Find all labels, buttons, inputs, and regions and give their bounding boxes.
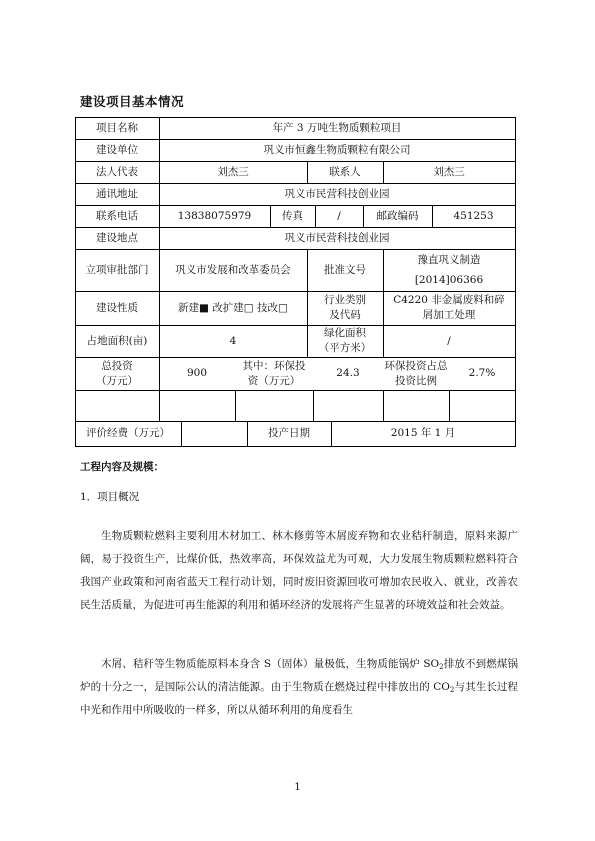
- contact-value: 刘杰三: [433, 165, 465, 178]
- env-invest-label: [235, 357, 313, 390]
- approval-no-value: [383, 249, 515, 291]
- total-invest-label-line1: 总投资: [101, 359, 133, 372]
- green-area-value: /: [447, 334, 451, 347]
- rule: [75, 446, 516, 447]
- env-ratio-label-line1: 环保投资占总: [384, 359, 448, 372]
- para2-part-a: 木屑、秸秆等生物质能原料本身含 S（固体）量极低，生物质能锅炉 SO: [101, 658, 440, 670]
- industry-label-line1: 行业类别: [324, 294, 366, 306]
- total-invest-label: [75, 357, 159, 390]
- rule: [235, 390, 236, 421]
- nature-label: 建设性质: [96, 301, 138, 314]
- para2-part-b: 排放不到燃煤锅炉的十分之一，是国际公认的清洁能源。由于生物质在燃烧过程中排放出的 CO: [80, 658, 518, 693]
- green-area-label: [307, 325, 383, 357]
- green-area-label-line1: 绿化面积: [324, 327, 366, 339]
- paragraph-2: [80, 653, 518, 722]
- rule: [383, 390, 384, 421]
- builder-value: 巩义市恒鑫生物质颗粒有限公司: [263, 143, 411, 156]
- industry-label: [307, 291, 383, 325]
- eval-fee-label: 评价经费（万元）: [86, 427, 170, 439]
- rule: [449, 390, 450, 421]
- start-date-value: 2015 年 1 月: [390, 427, 456, 439]
- industry-label-line2: 及代码: [329, 309, 361, 321]
- start-date-label: 投产日期: [268, 427, 310, 439]
- eval-fee-value: [181, 421, 247, 446]
- green-area-label-line2: （平方米）: [318, 342, 372, 354]
- fax-label: 传真: [282, 209, 303, 222]
- project-info-table: [75, 117, 516, 447]
- page-title: 建设项目基本情况: [80, 94, 185, 109]
- env-ratio-label-line2: 投资比例: [395, 374, 437, 387]
- para2-part-c: 与其生长过程中光和作用中所吸收的一样多，所以从循环利用的角度看生: [80, 681, 518, 716]
- approval-dept-value: 巩义市发展和改革委员会: [175, 263, 291, 276]
- env-invest-label-line1: 其中：环保投: [242, 359, 306, 372]
- para2-sub-1: 2: [439, 663, 444, 671]
- address-value: 巩义市民营科技创业园: [284, 187, 390, 200]
- para2-sub-2: 2: [449, 686, 455, 694]
- area-value: 4: [229, 334, 237, 347]
- env-invest-label-line2: 资（万元）: [247, 374, 301, 387]
- rule: [515, 117, 516, 447]
- legal-rep-label: 法人代表: [96, 165, 138, 178]
- section-heading: 1．项目概况: [80, 491, 140, 503]
- approval-no-label: 批准文号: [324, 263, 366, 276]
- page-number: 1: [294, 782, 301, 793]
- approval-no-line2: [2014]06366: [414, 274, 484, 286]
- phone-value: 13838075979: [177, 209, 252, 222]
- env-invest-value: 24.3: [336, 367, 360, 379]
- industry-value: [383, 291, 515, 325]
- total-invest-label-line2: （万元）: [96, 374, 138, 387]
- postcode-label: 邮政编码: [376, 209, 419, 222]
- project-name-label: 项目名称: [96, 121, 138, 134]
- approval-dept-label: 立项审批部门: [85, 263, 149, 276]
- rule: [313, 390, 314, 421]
- site-value: 巩义市民营科技创业园: [284, 231, 390, 244]
- approval-no-line1: 豫直巩义制造: [417, 254, 481, 266]
- content-heading: 工程内容及规模：: [80, 461, 164, 473]
- nature-value: 新建■ 改扩建□ 技改□: [178, 301, 288, 314]
- paragraph-1: 生物质颗粒燃料主要利用木材加工、林木修剪等木屑废弃物和农业秸秆制造，原料来源广阔，易于投资生产，比煤价低，热效率高，环保效益尤为可观，大力发展生物质颗粒燃料符合我国产业政策和河南省蓝天工程行动计划，同时废旧资源回收可增加农民收入、就业，改善农民生活质量，为促进可再生能源的利用和循环经济的发展将产生显著的环境效益和社会效益。: [80, 530, 518, 611]
- legal-rep-value: 刘杰三: [217, 165, 249, 178]
- total-invest-value: 900: [186, 367, 208, 379]
- contact-label: 联系人: [329, 165, 361, 178]
- postcode-value: 451253: [453, 209, 494, 222]
- address-label: 通讯地址: [96, 187, 138, 200]
- builder-label: 建设单位: [96, 143, 138, 156]
- industry-value-line1: C4220 非金属废料和碎: [393, 294, 505, 306]
- phone-label: 联系电话: [96, 209, 138, 222]
- fax-value: /: [337, 209, 341, 222]
- industry-value-line2: 屑加工处理: [422, 309, 476, 321]
- env-ratio-label: [383, 357, 449, 390]
- env-ratio-value: 2.7%: [468, 367, 496, 379]
- area-label: 占地面积(亩): [86, 334, 148, 347]
- site-label: 建设地点: [96, 231, 138, 244]
- project-name-value: 年产 3 万吨生物质颗粒项目: [272, 121, 402, 134]
